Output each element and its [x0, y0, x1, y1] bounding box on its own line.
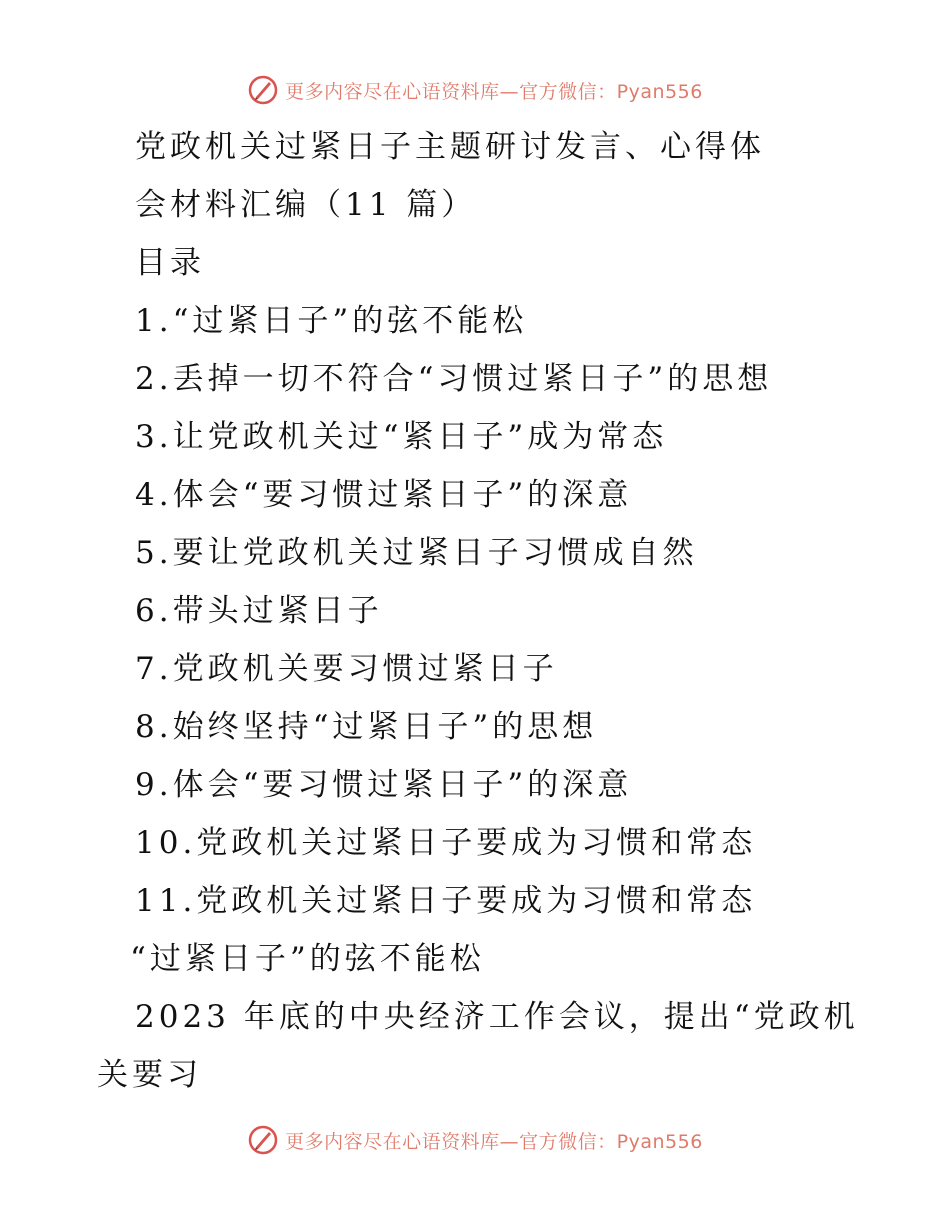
toc-item: 10.党政机关过紧日子要成为习惯和常态 [135, 825, 757, 861]
quill-logo-icon [247, 74, 279, 106]
toc-heading: 目录 [135, 245, 205, 281]
header-watermark [0, 70, 950, 110]
toc-item: 3.让党政机关过“紧日子”成为常态 [135, 419, 668, 455]
toc-item: 7.党政机关要习惯过紧日子 [135, 651, 558, 687]
toc-item: 2.丢掉一切不符合“习惯过紧日子”的思想 [135, 361, 773, 397]
document-title-line-1: 党政机关过紧日子主题研讨发言、心得体 [135, 129, 765, 165]
section-title: “过紧日子”的弦不能松 [130, 941, 485, 977]
toc-item: 8.始终坚持“过紧日子”的思想 [135, 709, 598, 745]
toc-item: 6.带头过紧日子 [135, 593, 383, 629]
toc-item: 4.体会“要习惯过紧日子”的深意 [135, 477, 633, 513]
toc-item: 5.要让党政机关过紧日子习惯成自然 [135, 535, 698, 571]
document-title-line-2: 会材料汇编（11 篇） [135, 187, 477, 223]
toc-item: 1.“过紧日子”的弦不能松 [135, 303, 528, 339]
body-paragraph-line-2: 关要习 [97, 1057, 202, 1093]
footer-watermark [0, 1120, 950, 1160]
watermark-text: 更多内容尽在心语资料库—官方微信：Pyan556 [285, 80, 703, 103]
quill-logo-icon [247, 1124, 279, 1156]
toc-item: 9.体会“要习惯过紧日子”的深意 [135, 767, 633, 803]
watermark-text: 更多内容尽在心语资料库—官方微信：Pyan556 [285, 1130, 703, 1153]
toc-item: 11.党政机关过紧日子要成为习惯和常态 [135, 883, 757, 919]
body-paragraph-line-1: 2023 年底的中央经济工作会议，提出“党政机 [135, 999, 859, 1035]
